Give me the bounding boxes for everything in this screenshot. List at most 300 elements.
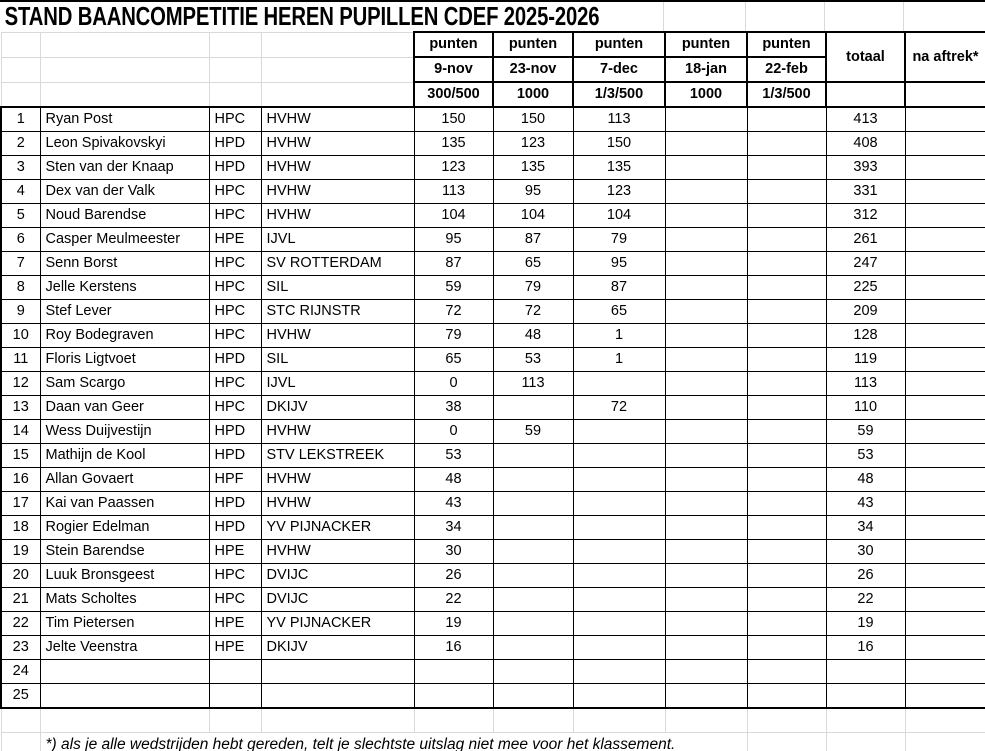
points-cell-5 [747,660,826,684]
total-cell: 26 [826,564,905,588]
points-cell-5 [747,348,826,372]
points-cell-3 [573,492,665,516]
points-cell-1: 87 [414,252,493,276]
points-cell-3 [573,516,665,540]
table-row [1,636,985,660]
points-cell-5 [747,684,826,709]
grid-cell [905,732,985,751]
points-cell-5 [747,636,826,660]
points-cell-4 [665,540,747,564]
points-cell-4 [665,468,747,492]
points-cell-3 [573,612,665,636]
points-cell-5 [747,324,826,348]
grid-cell [573,708,665,732]
club-cell: HVHW [261,107,414,132]
category-cell: HPD [209,516,261,540]
total-cell: 413 [826,107,905,132]
na-aftrek-cell [905,180,985,204]
table-row [1,132,985,156]
rank-cell: 16 [1,468,40,492]
table-row [1,180,985,204]
points-cell-3 [573,420,665,444]
club-cell: HVHW [261,132,414,156]
total-cell: 48 [826,468,905,492]
points-cell-2: 87 [493,228,573,252]
category-cell: HPE [209,540,261,564]
total-cell: 331 [826,180,905,204]
header-spacer-cell [40,32,209,57]
points-cell-3: 150 [573,132,665,156]
club-cell: STC RIJNSTR [261,300,414,324]
points-cell-3: 65 [573,300,665,324]
rank-cell: 25 [1,684,40,709]
category-cell: HPF [209,468,261,492]
points-cell-1: 38 [414,396,493,420]
rank-cell: 18 [1,516,40,540]
grid-cell [747,708,826,732]
points-cell-2: 95 [493,180,573,204]
table-row [1,468,985,492]
na-aftrek-cell [905,252,985,276]
na-aftrek-cell [905,684,985,709]
category-cell: HPC [209,588,261,612]
points-cell-1: 150 [414,107,493,132]
name-cell: Senn Borst [40,252,209,276]
points-cell-1: 0 [414,420,493,444]
points-cell-1: 22 [414,588,493,612]
points-cell-2 [493,540,573,564]
points-cell-5 [747,228,826,252]
name-cell: Mats Scholtes [40,588,209,612]
table-body [1,107,985,708]
points-cell-1: 48 [414,468,493,492]
points-cell-3 [573,564,665,588]
header-row-format [1,82,985,107]
points-cell-3 [573,684,665,709]
points-cell-5 [747,396,826,420]
points-cell-4 [665,348,747,372]
table-row [1,324,985,348]
name-cell: Leon Spivakovskyi [40,132,209,156]
rank-cell: 5 [1,204,40,228]
punten-header-cell: punten [414,32,493,57]
points-cell-3 [573,468,665,492]
total-cell: 43 [826,492,905,516]
points-cell-1: 16 [414,636,493,660]
points-cell-5 [747,588,826,612]
points-cell-2: 65 [493,252,573,276]
na-aftrek-cell [905,300,985,324]
header-row-punten [1,32,985,57]
grid-cell [665,708,747,732]
points-cell-3 [573,588,665,612]
points-cell-3: 1 [573,324,665,348]
points-cell-5 [747,276,826,300]
points-cell-1: 34 [414,516,493,540]
points-cell-1 [414,660,493,684]
table-row [1,564,985,588]
header-spacer-cell [1,57,40,82]
table-row [1,372,985,396]
na-aftrek-cell [905,348,985,372]
total-cell: 16 [826,636,905,660]
points-cell-5 [747,156,826,180]
punten-header-cell: punten [573,32,665,57]
name-cell: Mathijn de Kool [40,444,209,468]
format-header-cell: 1/3/500 [573,82,665,107]
points-cell-2 [493,684,573,709]
na-aftrek-cell [905,372,985,396]
rank-cell: 21 [1,588,40,612]
points-cell-4 [665,660,747,684]
points-cell-5 [747,516,826,540]
points-cell-5 [747,540,826,564]
points-cell-4 [665,396,747,420]
total-cell [826,684,905,709]
category-cell: HPC [209,276,261,300]
club-cell: YV PIJNACKER [261,612,414,636]
header-spacer-cell [261,32,414,57]
table-row [1,396,985,420]
grid-cell [40,708,209,732]
total-cell: 59 [826,420,905,444]
rank-cell: 22 [1,612,40,636]
points-cell-4 [665,420,747,444]
points-cell-1: 79 [414,324,493,348]
club-cell: DVIJC [261,564,414,588]
rank-cell: 14 [1,420,40,444]
table-row [1,228,985,252]
points-cell-1: 135 [414,132,493,156]
points-cell-4 [665,564,747,588]
points-cell-2: 48 [493,324,573,348]
date-header-cell: 18-jan [665,57,747,82]
category-cell [209,684,261,709]
name-cell: Jelte Veenstra [40,636,209,660]
points-cell-2 [493,588,573,612]
category-cell: HPC [209,300,261,324]
points-cell-3: 1 [573,348,665,372]
club-cell: STV LEKSTREEK [261,444,414,468]
points-cell-2: 59 [493,420,573,444]
header-spacer-cell [1,32,40,57]
points-cell-2: 79 [493,276,573,300]
rank-cell: 3 [1,156,40,180]
points-cell-1: 0 [414,372,493,396]
points-cell-3: 72 [573,396,665,420]
rank-cell: 2 [1,132,40,156]
total-cell: 261 [826,228,905,252]
points-cell-3 [573,444,665,468]
gridline [903,2,904,31]
gridline [663,2,664,31]
rank-cell: 12 [1,372,40,396]
table-row [1,588,985,612]
points-cell-2: 53 [493,348,573,372]
table-row [1,444,985,468]
gridline [824,2,825,31]
total-cell [826,660,905,684]
na-aftrek-cell [905,516,985,540]
category-cell: HPC [209,180,261,204]
points-cell-3: 79 [573,228,665,252]
totaal-header-cell: totaal [826,32,905,82]
points-cell-4 [665,276,747,300]
total-cell: 110 [826,396,905,420]
footnote-text: *) als je alle wedstrijden hebt gereden, telt je slechtste uitslag niet mee voor het klassement. [40,732,747,751]
name-cell: Sam Scargo [40,372,209,396]
table-row [1,107,985,132]
points-cell-4 [665,588,747,612]
total-cell: 53 [826,444,905,468]
points-cell-5 [747,132,826,156]
club-cell: HVHW [261,468,414,492]
points-cell-5 [747,612,826,636]
club-cell: SIL [261,276,414,300]
points-cell-2: 123 [493,132,573,156]
na-aftrek-cell [905,444,985,468]
club-cell: HVHW [261,204,414,228]
name-cell: Ryan Post [40,107,209,132]
points-cell-5 [747,107,826,132]
points-cell-4 [665,180,747,204]
club-cell: DKIJV [261,636,414,660]
points-cell-1: 26 [414,564,493,588]
points-cell-4 [665,444,747,468]
category-cell: HPD [209,348,261,372]
points-cell-3: 104 [573,204,665,228]
rank-cell: 11 [1,348,40,372]
table-row [1,540,985,564]
category-cell: HPD [209,156,261,180]
total-cell: 408 [826,132,905,156]
header-spacer-cell [40,82,209,107]
format-header-cell: 1000 [493,82,573,107]
club-cell: HVHW [261,420,414,444]
points-cell-2: 135 [493,156,573,180]
na-aftrek-cell [905,156,985,180]
grid-cell [747,732,826,751]
club-cell: DKIJV [261,396,414,420]
points-cell-2 [493,612,573,636]
header-spacer-cell [261,57,414,82]
na-aftrek-cell [905,612,985,636]
points-cell-2 [493,444,573,468]
points-cell-1: 59 [414,276,493,300]
category-cell: HPC [209,107,261,132]
points-cell-5 [747,420,826,444]
na-aftrek-cell [905,636,985,660]
category-cell: HPD [209,420,261,444]
grid-cell [493,708,573,732]
na-aftrek-cell [905,564,985,588]
points-cell-1: 123 [414,156,493,180]
club-cell: HVHW [261,324,414,348]
header-spacer-cell [1,82,40,107]
points-cell-1: 19 [414,612,493,636]
grid-cell [261,708,414,732]
blank-grid-row [1,708,985,732]
rank-cell: 24 [1,660,40,684]
table-row [1,420,985,444]
na-aftrek-cell [905,228,985,252]
na-aftrek-format-cell [905,82,985,107]
points-cell-1: 43 [414,492,493,516]
name-cell: Casper Meulmeester [40,228,209,252]
rank-cell: 6 [1,228,40,252]
grid-cell [209,708,261,732]
table-row [1,492,985,516]
header-spacer-cell [209,32,261,57]
category-cell: HPC [209,324,261,348]
name-cell: Luuk Bronsgeest [40,564,209,588]
na-aftrek-cell [905,204,985,228]
header-spacer-cell [209,57,261,82]
points-cell-5 [747,204,826,228]
club-cell [261,684,414,709]
grid-cell [905,708,985,732]
table-row [1,660,985,684]
points-cell-3: 87 [573,276,665,300]
name-cell: Jelle Kerstens [40,276,209,300]
points-cell-4 [665,636,747,660]
category-cell: HPC [209,204,261,228]
na-aftrek-cell [905,492,985,516]
rank-cell: 4 [1,180,40,204]
header-spacer-cell [261,82,414,107]
na-aftrek-cell [905,588,985,612]
na-aftrek-cell [905,276,985,300]
punten-header-cell: punten [493,32,573,57]
points-cell-4 [665,684,747,709]
punten-header-cell: punten [747,32,826,57]
points-cell-2 [493,660,573,684]
na-aftrek-header-cell: na aftrek* [905,32,985,82]
points-cell-1 [414,684,493,709]
rank-cell: 1 [1,107,40,132]
header-spacer-cell [40,57,209,82]
points-cell-5 [747,444,826,468]
na-aftrek-cell [905,468,985,492]
rank-cell: 17 [1,492,40,516]
punten-header-cell: punten [665,32,747,57]
points-cell-5 [747,180,826,204]
points-cell-2: 72 [493,300,573,324]
points-cell-1: 95 [414,228,493,252]
points-cell-4 [665,612,747,636]
points-cell-2 [493,564,573,588]
category-cell: HPC [209,564,261,588]
points-cell-2 [493,516,573,540]
gridline [745,2,746,31]
points-cell-4 [665,107,747,132]
total-cell: 225 [826,276,905,300]
rank-cell: 9 [1,300,40,324]
rank-cell: 7 [1,252,40,276]
club-cell: HVHW [261,492,414,516]
rank-cell: 10 [1,324,40,348]
total-cell: 209 [826,300,905,324]
name-cell: Stef Lever [40,300,209,324]
points-cell-5 [747,468,826,492]
na-aftrek-cell [905,132,985,156]
rank-cell: 13 [1,396,40,420]
category-cell: HPD [209,132,261,156]
points-cell-4 [665,492,747,516]
points-cell-5 [747,372,826,396]
total-cell: 128 [826,324,905,348]
page-title: STAND BAANCOMPETITIE HEREN PUPILLEN CDEF 2025-2026 [4,1,600,31]
total-cell: 247 [826,252,905,276]
total-cell: 393 [826,156,905,180]
date-header-cell: 7-dec [573,57,665,82]
club-cell: SIL [261,348,414,372]
na-aftrek-cell [905,324,985,348]
points-cell-4 [665,372,747,396]
total-cell: 30 [826,540,905,564]
rank-cell: 15 [1,444,40,468]
table-row [1,204,985,228]
title-row [0,0,985,31]
rank-cell: 23 [1,636,40,660]
category-cell: HPE [209,636,261,660]
table-row [1,252,985,276]
points-cell-3: 95 [573,252,665,276]
name-cell: Allan Govaert [40,468,209,492]
club-cell: SV ROTTERDAM [261,252,414,276]
category-cell: HPD [209,492,261,516]
rank-cell: 19 [1,540,40,564]
name-cell: Floris Ligtvoet [40,348,209,372]
points-cell-1: 65 [414,348,493,372]
name-cell: Noud Barendse [40,204,209,228]
points-cell-2: 104 [493,204,573,228]
name-cell [40,660,209,684]
points-cell-4 [665,300,747,324]
points-cell-5 [747,564,826,588]
category-cell: HPC [209,252,261,276]
na-aftrek-cell [905,540,985,564]
points-cell-4 [665,324,747,348]
table-row [1,348,985,372]
date-header-cell: 9-nov [414,57,493,82]
name-cell: Dex van der Valk [40,180,209,204]
club-cell [261,660,414,684]
format-header-cell: 300/500 [414,82,493,107]
na-aftrek-cell [905,396,985,420]
club-cell: IJVL [261,228,414,252]
points-cell-3: 113 [573,107,665,132]
points-cell-5 [747,492,826,516]
points-cell-3: 135 [573,156,665,180]
points-cell-5 [747,300,826,324]
name-cell: Rogier Edelman [40,516,209,540]
table-footer [1,708,985,751]
grid-cell [1,708,40,732]
grid-cell [826,708,905,732]
points-cell-3 [573,636,665,660]
points-cell-1: 104 [414,204,493,228]
rank-cell: 8 [1,276,40,300]
table-row [1,300,985,324]
format-header-cell: 1000 [665,82,747,107]
club-cell: HVHW [261,156,414,180]
category-cell: HPD [209,444,261,468]
name-cell: Kai van Paassen [40,492,209,516]
club-cell: HVHW [261,540,414,564]
name-cell: Roy Bodegraven [40,324,209,348]
points-cell-1: 53 [414,444,493,468]
